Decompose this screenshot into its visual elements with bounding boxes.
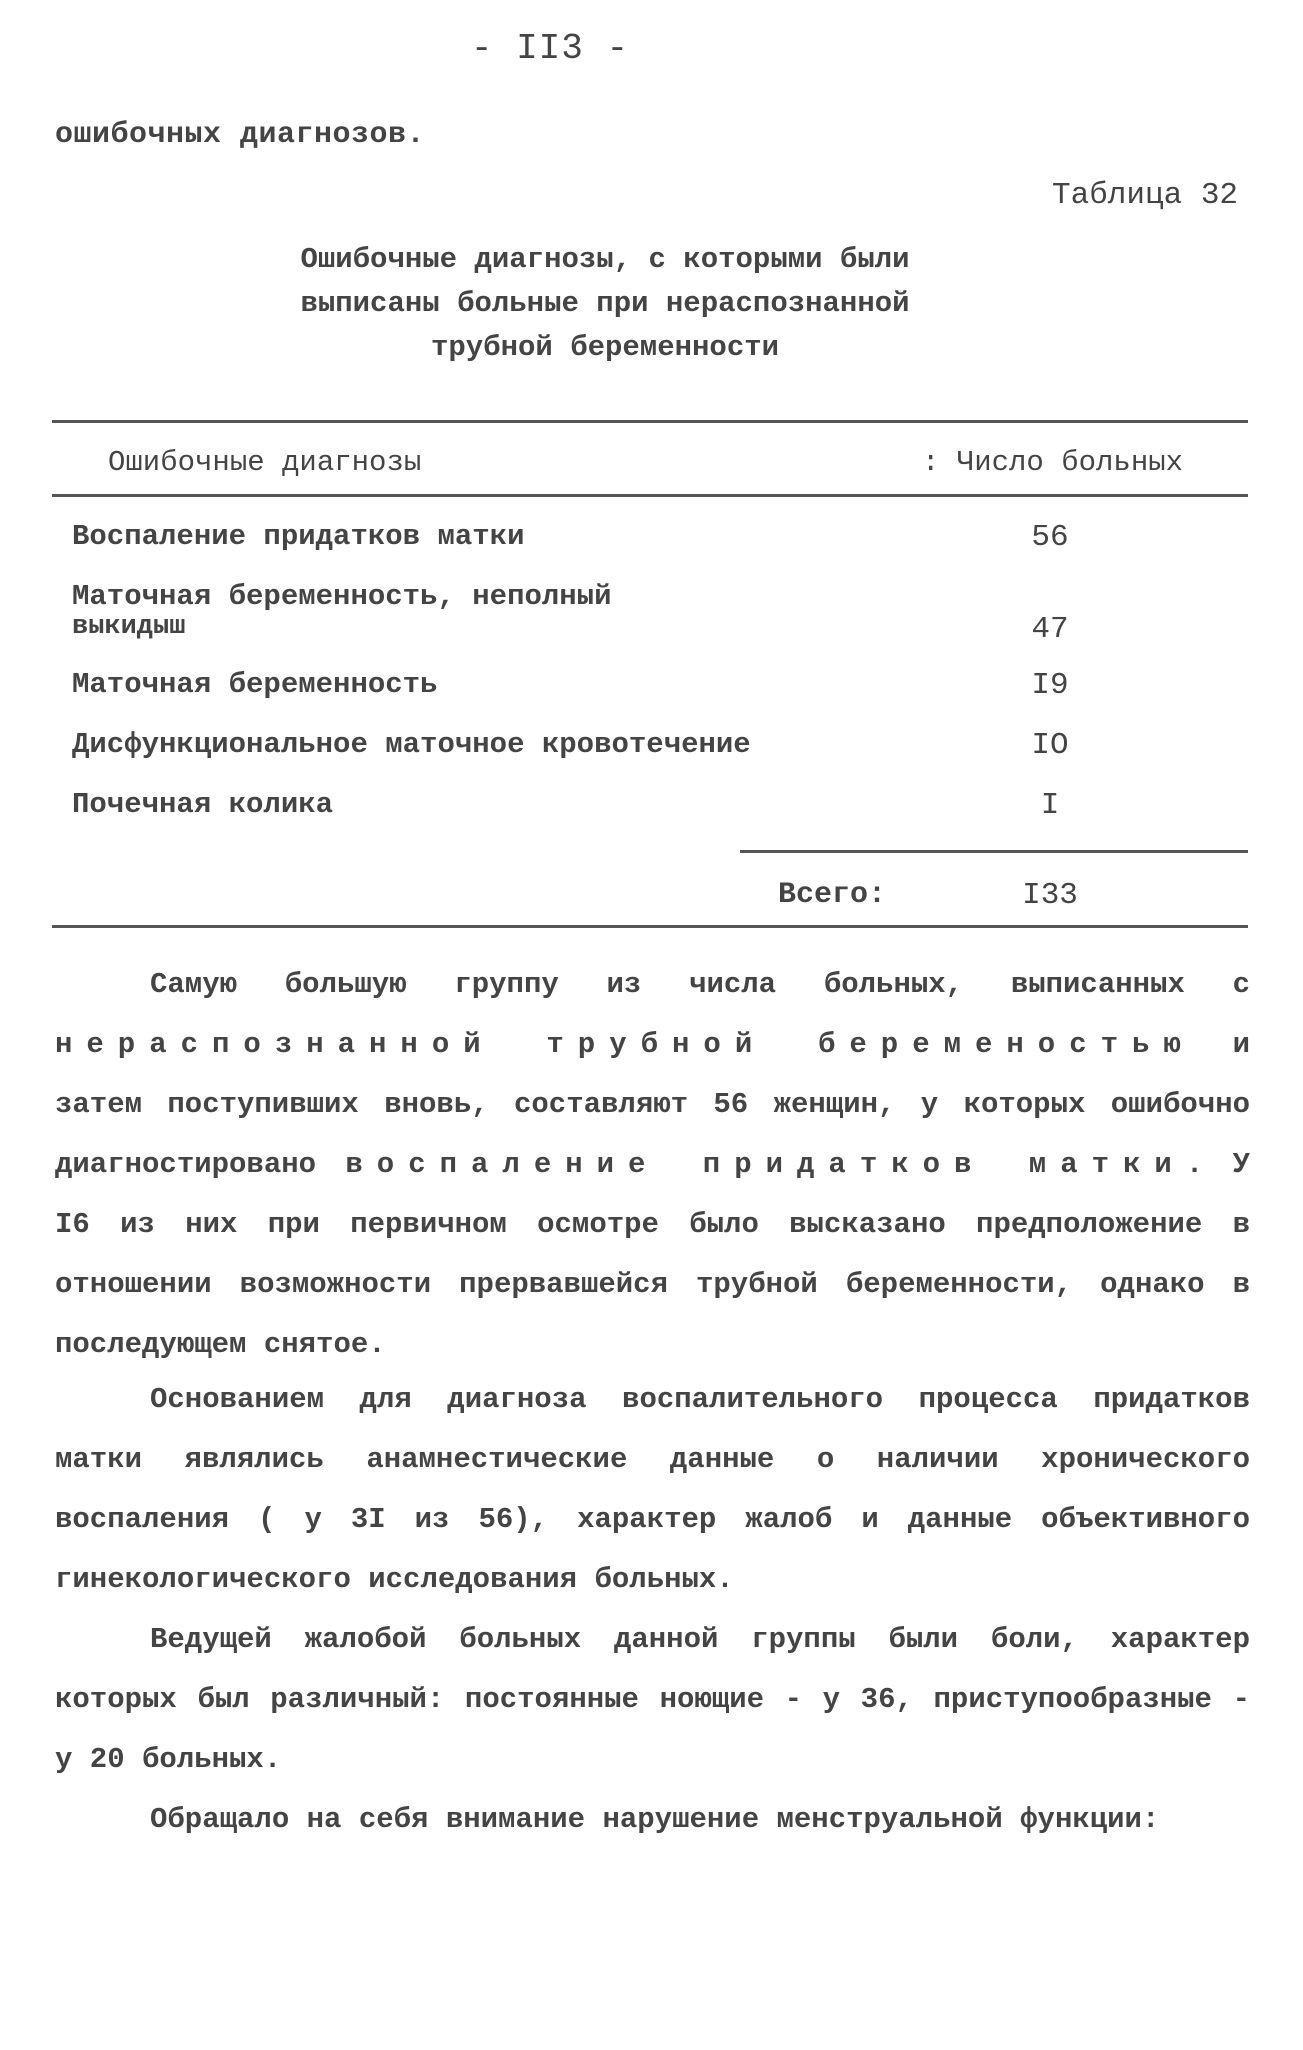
continuation-text: ошибочных диагнозов. xyxy=(55,118,426,152)
emphasized-text: нераспознанной трубной беременостью xyxy=(55,1028,1195,1061)
paragraph-text: Самую большую группу из числа больных, выписанных с xyxy=(150,968,1250,1001)
table-sum-rule xyxy=(740,850,1248,853)
table-row-label-continued: выкидыш xyxy=(72,612,186,642)
paragraph-text: и затем поступивших вновь, составляют 56 женщин, у которых ошибочно диагностировано xyxy=(55,1028,1250,1181)
table-total-value: I33 xyxy=(1022,878,1078,913)
table-row-value: I9 xyxy=(1031,668,1069,703)
table-header-rule xyxy=(52,494,1248,497)
table-row-value: 56 xyxy=(1031,520,1069,555)
table-row-value: I xyxy=(1040,788,1060,823)
column-header-count: : Число больных xyxy=(922,446,1184,479)
emphasized-text: воспаление придатков матки xyxy=(345,1148,1186,1181)
table-top-rule xyxy=(52,420,1248,423)
paragraph: Основанием для диагноза воспалительного процесса придатков матки являлись анамнестические данные о наличии хронического воспаления ( у 3I из 56), характер жалоб и данные объективного гинекологического исследования больных. xyxy=(55,1383,1250,1596)
table-row-label: Маточная беременность, неполный xyxy=(72,580,612,613)
table-title-line: Ошибочные диагнозы, с которыми были xyxy=(300,243,910,276)
table-row-label: Маточная беременность xyxy=(72,668,438,701)
table-total-label: Всего: xyxy=(778,878,887,912)
paragraph xyxy=(55,955,1250,1375)
table-row-value: 47 xyxy=(1031,612,1069,647)
table-row-label: Воспаление придатков матки xyxy=(72,520,525,553)
column-header-diagnosis: Ошибочные диагнозы xyxy=(108,446,422,479)
table-title xyxy=(260,238,950,370)
table-title-line: выписаны больные при нераспознанной xyxy=(300,287,910,320)
table-title-line: трубной беременности xyxy=(430,331,780,364)
paragraph: Ведущей жалобой больных данной группы были боли, характер которых был различный: постоянные ноющие - у 36, приступообразные - у 20 больных. xyxy=(55,1623,1250,1776)
page-number: - II3 - xyxy=(470,28,630,69)
paragraph-text: . У I6 из них при первичном осмотре было высказано предположение в отношении возможности прервавшейся трубной беременности, однако в последующем снятое. xyxy=(55,1148,1250,1361)
table-bottom-rule xyxy=(52,925,1248,928)
table-row-label: Дисфункциональное маточное кровотечение xyxy=(72,728,751,761)
table-row-label: Почечная колика xyxy=(72,788,334,821)
table-label: Таблица 32 xyxy=(1052,178,1239,213)
table-row-value: IO xyxy=(1031,728,1069,763)
paragraph: Обращало на себя внимание нарушение менструальной функции: xyxy=(150,1803,1160,1836)
